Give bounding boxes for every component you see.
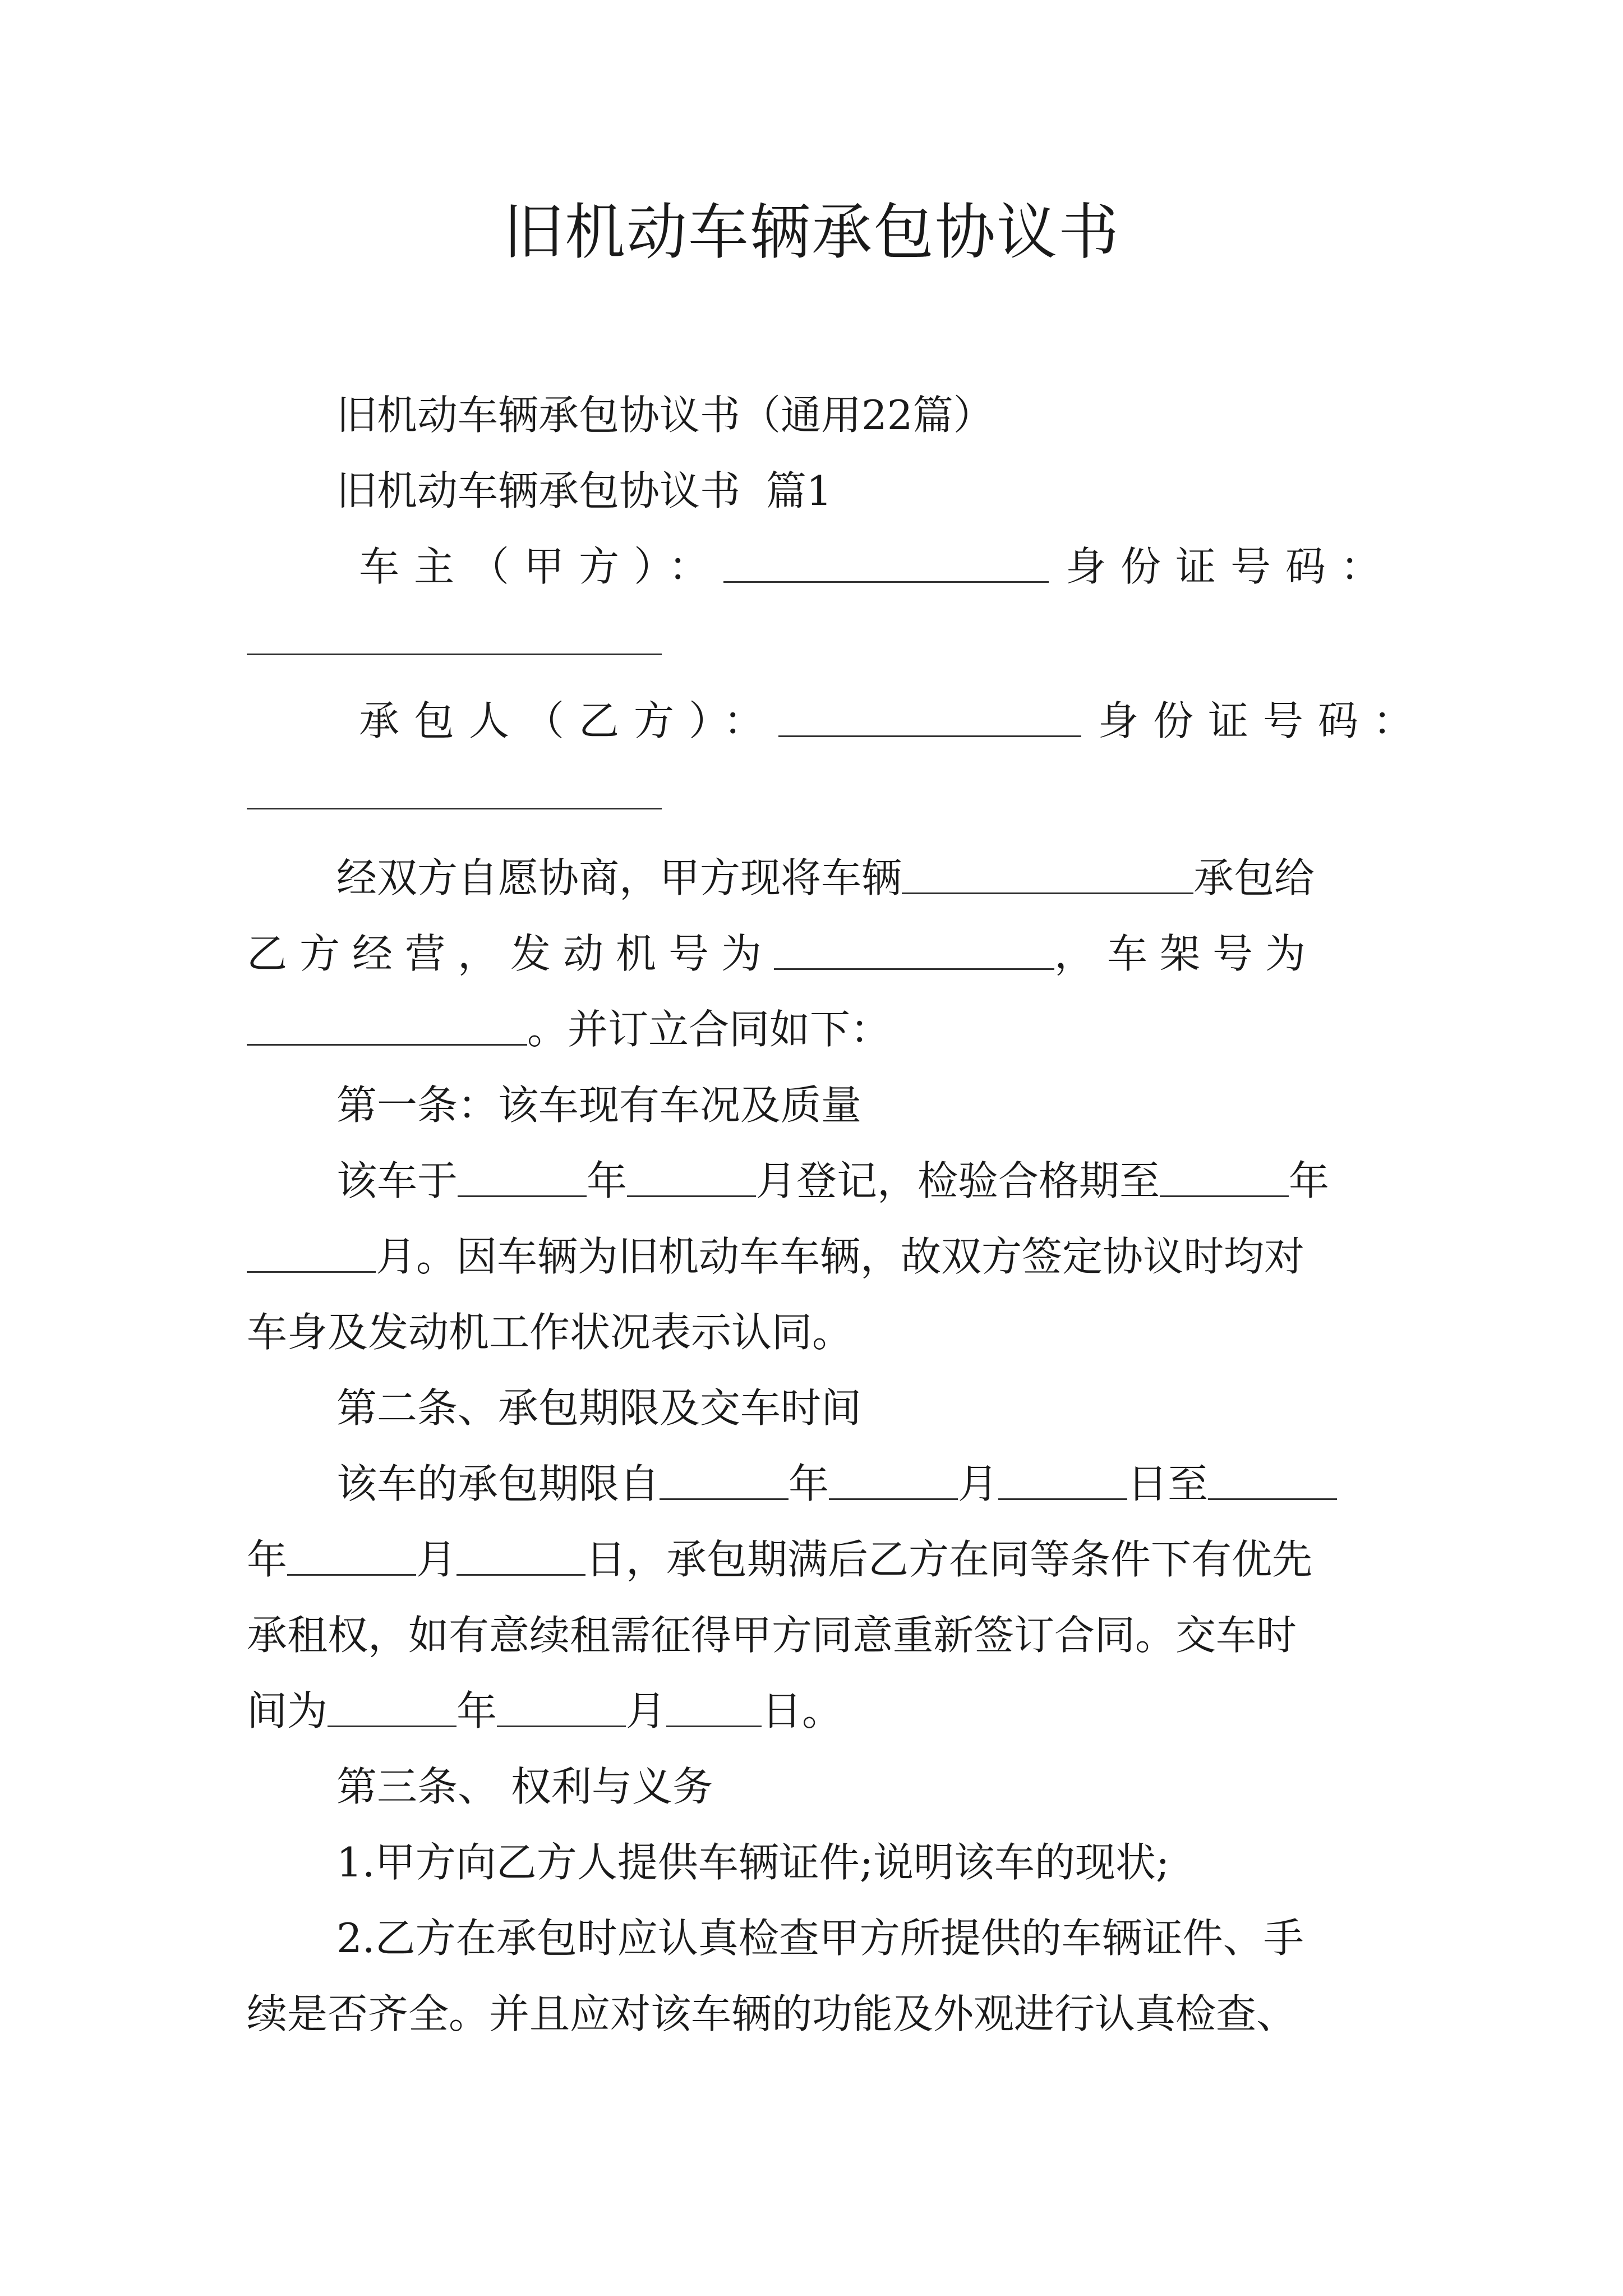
party-a-id-label: 身份证号码： (1066, 543, 1396, 590)
article-3-title: 第三条、 权利与义务 (336, 1763, 713, 1810)
article-2-line-2: 年 月 日，承包期满后乙方在同等条件下有优先 (247, 1536, 1313, 1583)
article-2-line-3: 承租权，如有意续租需征得甲方同意重新签订合同。交车时 (247, 1612, 1297, 1659)
party-a-line (359, 533, 1396, 600)
engine-number-blank (774, 932, 1054, 970)
article-1-line-1: 该车于 年 月登记，检验合格期至 年 (336, 1157, 1330, 1204)
article-2-line-4: 间为 年 月 日。 (247, 1687, 843, 1734)
article-1-line-2: 月。因车辆为旧机动车车辆，故双方签定协议时均对 (247, 1223, 1391, 1290)
party-a-id-blank (247, 654, 662, 655)
article-1-line-3: 车身及发动机工作状况表示认同。 (247, 1309, 853, 1356)
intro-line-3: 。并订立合同如下： (247, 996, 1391, 1063)
party-a-label: 车主（甲方）： (359, 543, 724, 590)
section-title: 旧机动车辆承包协议书 篇1 (336, 467, 832, 514)
article-2-line-1: 该车的承包期限自 年 月 日至 (336, 1450, 1481, 1517)
vehicle-blank (902, 856, 1193, 894)
party-b-label: 承包人（乙方）： (359, 697, 779, 744)
party-b-id-blank (247, 808, 662, 809)
article-3-item-1: 1.甲方向乙方人提供车辆证件;说明该车的现状; (336, 1839, 1170, 1886)
article-3-item-2-line-2: 续是否齐全。并且应对该车辆的功能及外观进行认真检查、 (247, 1990, 1297, 2037)
party-b-name-blank (778, 699, 1081, 737)
document-title: 旧机动车辆承包协议书 (502, 197, 1120, 268)
article-2-title: 第二条、承包期限及交车时间 (336, 1384, 862, 1432)
intro-line-1: 经双方自愿协商，甲方现将车辆 承包给 (336, 854, 1315, 901)
article-3-item-2-line-1: 2.乙方在承包时应认真检查甲方所提供的车辆证件、手 (336, 1915, 1304, 1962)
subtitle: 旧机动车辆承包协议书（通用22篇） (336, 392, 994, 439)
party-a-name-blank (723, 545, 1049, 583)
frame-number-blank (247, 1007, 527, 1046)
party-b-id-label: 身份证号码： (1098, 697, 1428, 744)
intro-line-2: 乙方经营，发动机号为 ，车架号为 (247, 930, 1318, 977)
article-1-title: 第一条：该车现有车况及质量 (336, 1082, 862, 1129)
party-b-line (359, 687, 1428, 754)
